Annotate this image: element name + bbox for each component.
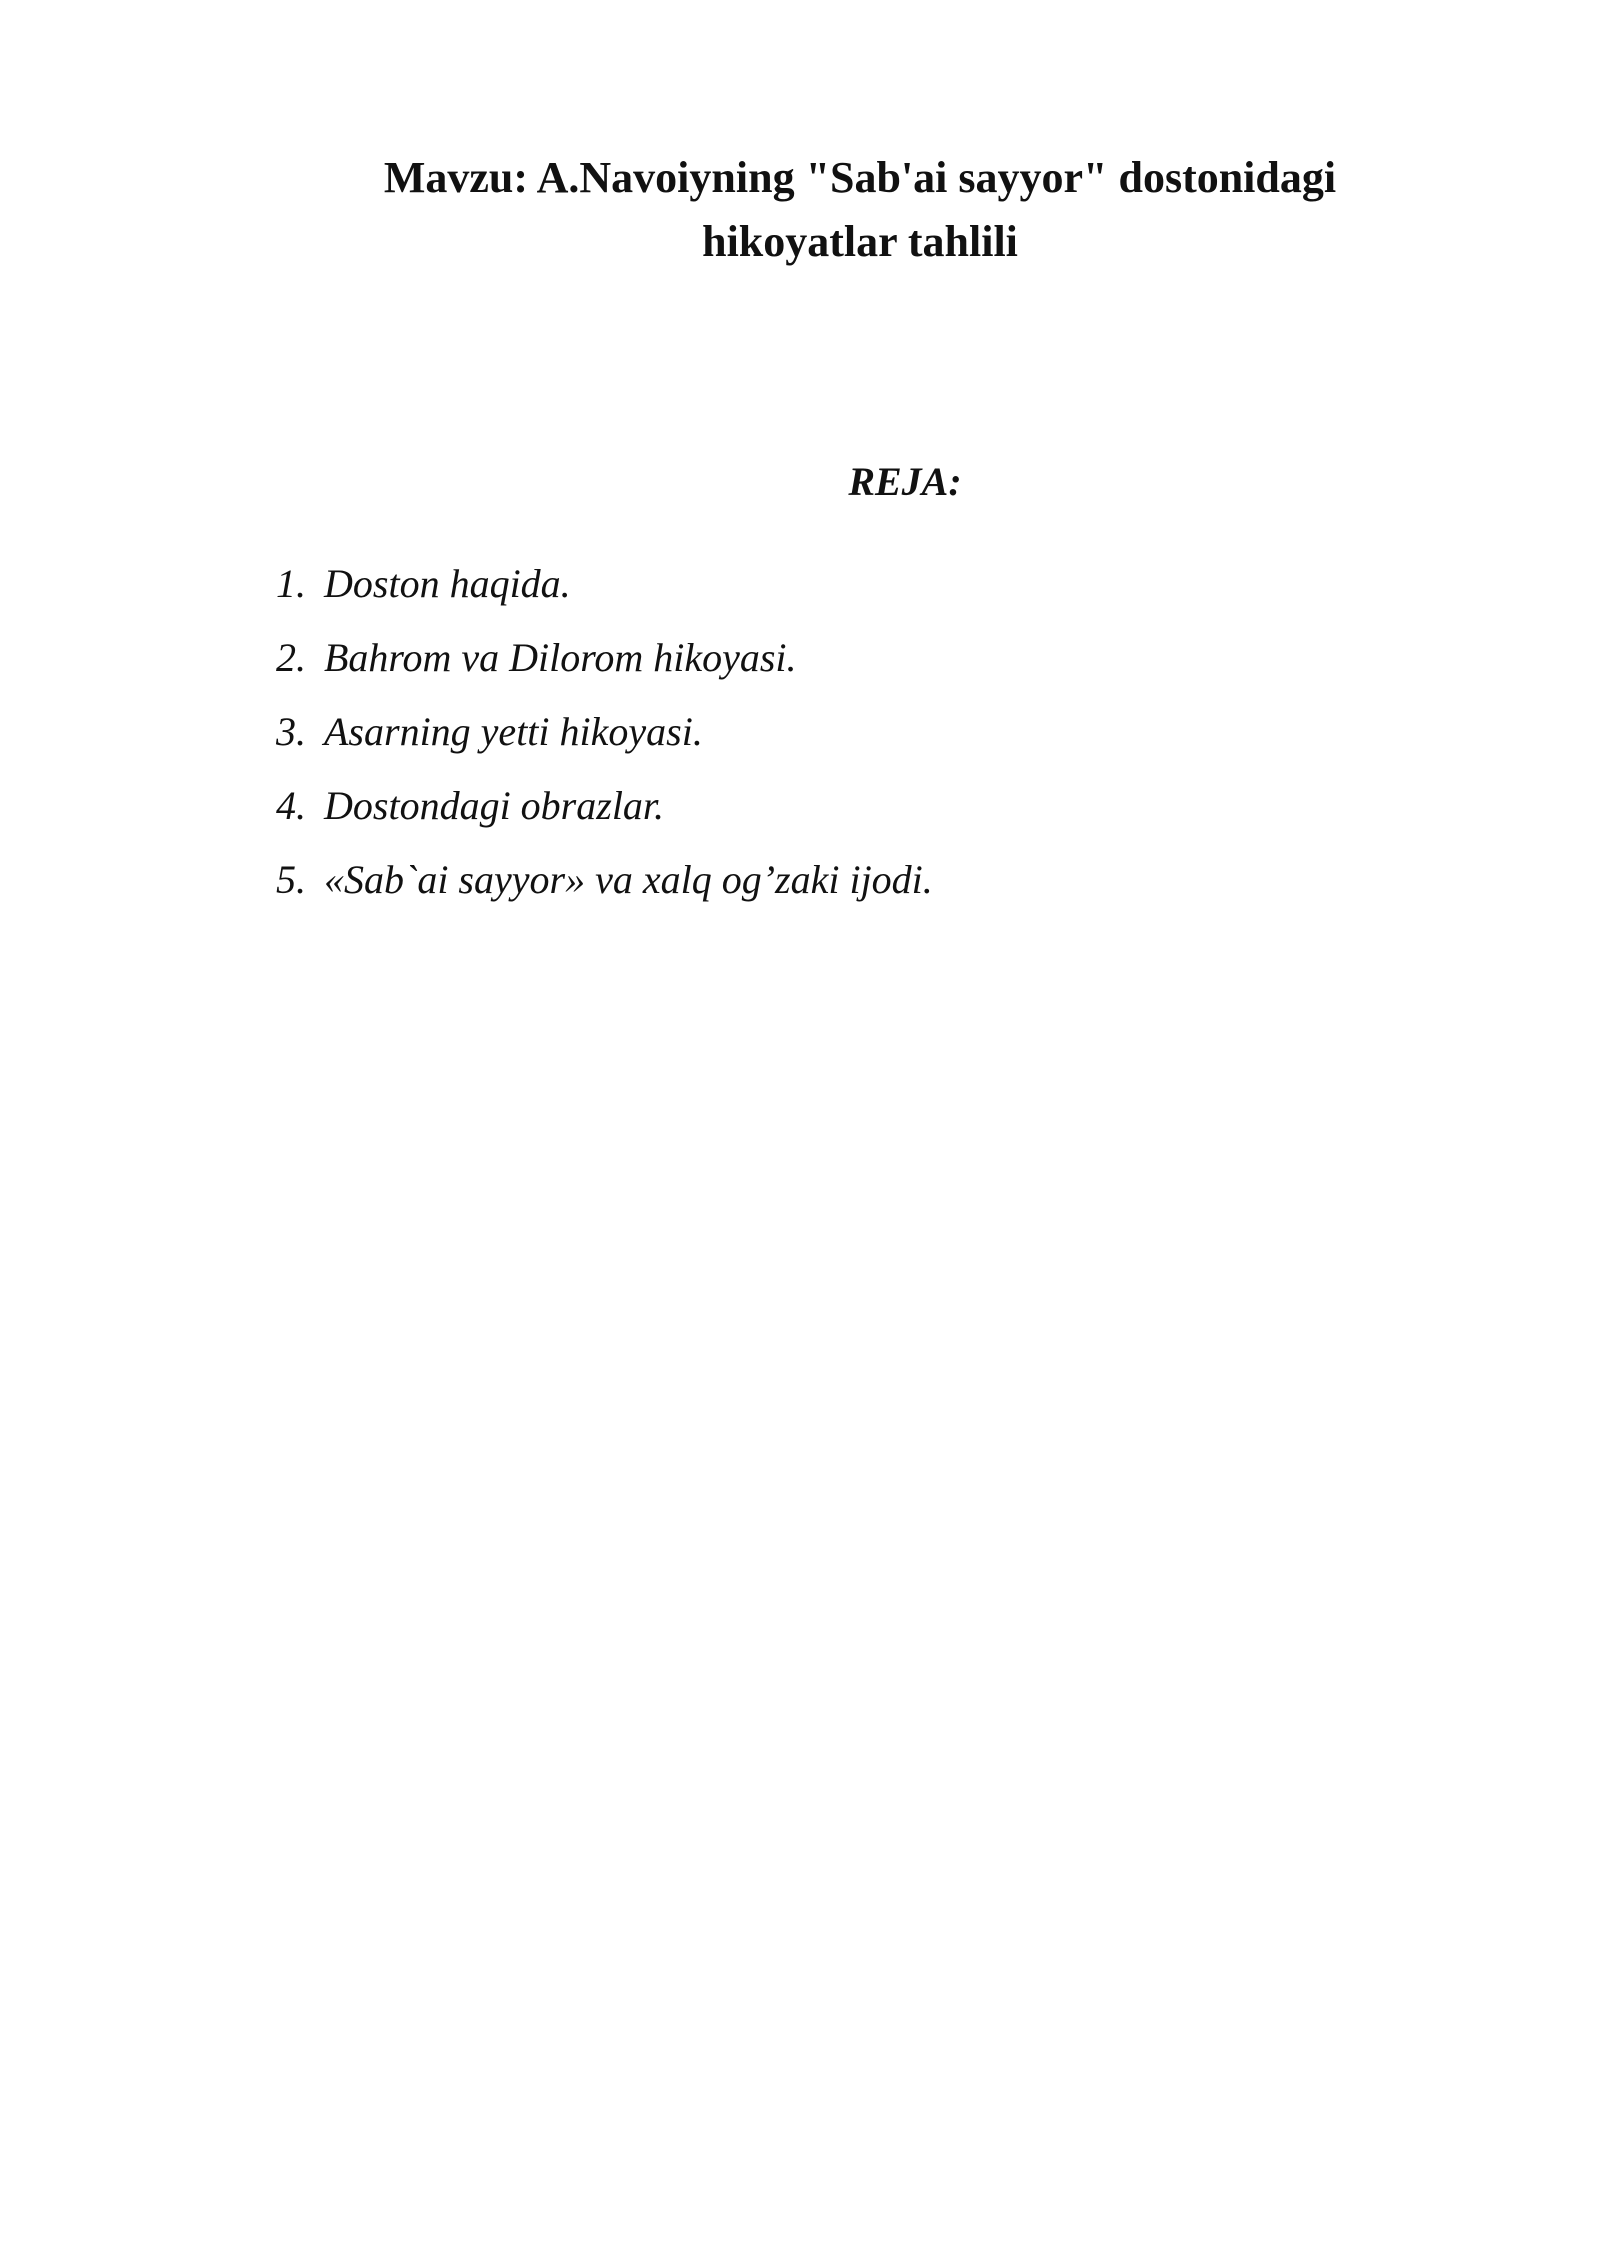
plan-item-text: «Sab`ai sayyor» va xalq og’zaki ijodi.	[324, 857, 933, 902]
plan-item	[276, 854, 933, 928]
title-line-1: Mavzu: A.Navoiyning "Sab'ai sayyor" dostonidagi	[383, 153, 1337, 202]
plan-item-number: 5.	[276, 857, 306, 902]
plan-item	[276, 706, 933, 780]
plan-item-number: 1.	[276, 561, 306, 606]
plan-item	[276, 632, 933, 706]
plan-item-number: 2.	[276, 635, 306, 680]
plan-item	[276, 558, 933, 632]
plan-item	[276, 780, 933, 854]
plan-item-number: 3.	[276, 709, 306, 754]
plan-item-text: Asarning yetti hikoyasi.	[324, 709, 703, 754]
plan-list	[276, 558, 933, 928]
document-title	[330, 146, 1390, 274]
plan-item-text: Bahrom va Dilorom hikoyasi.	[324, 635, 797, 680]
plan-item-text: Doston haqida.	[324, 561, 571, 606]
title-line-2: hikoyatlar tahlili	[702, 217, 1018, 266]
plan-item-number: 4.	[276, 783, 306, 828]
plan-item-text: Dostondagi obrazlar.	[324, 783, 665, 828]
plan-heading: REJA:	[848, 459, 962, 504]
